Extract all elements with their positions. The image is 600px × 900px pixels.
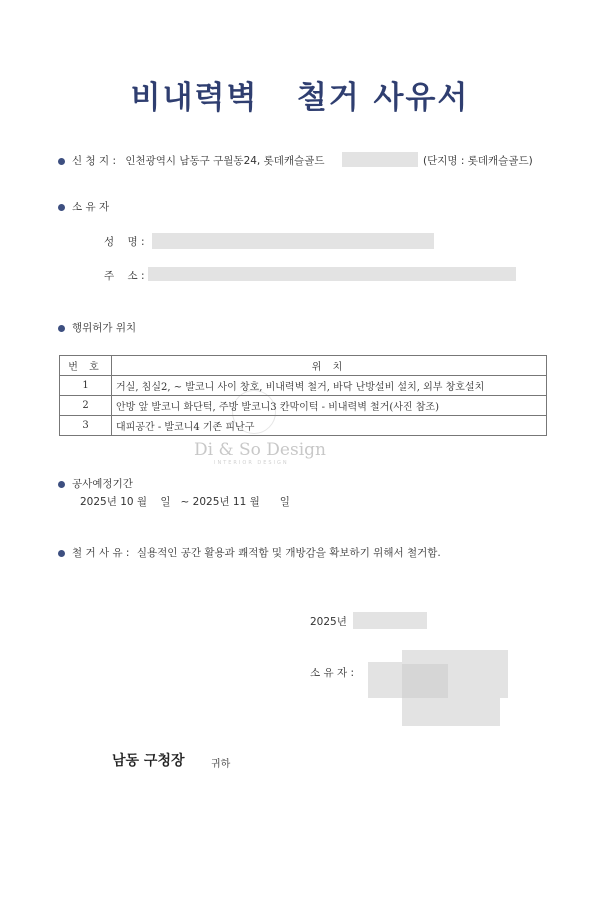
applicant-address: 인천광역시 남동구 구월동24, 롯데캐슬골드 <box>125 155 325 167</box>
row-no: 3 <box>60 416 112 436</box>
reason-text: 실용적인 공간 활용과 쾌적함 및 개방감을 확보하기 위해서 철거함. <box>136 547 441 559</box>
recipient-name: 남동 구청장 <box>112 753 185 769</box>
header-location: 위 치 <box>112 356 547 376</box>
applicant-label: 신 청 지 : <box>72 155 116 167</box>
schedule-label: 공사예정기간 <box>72 478 133 490</box>
signature-owner-label: 소 유 자 : <box>310 667 354 679</box>
reason-row <box>58 545 441 560</box>
reason-label: 철 거 사 유 : <box>72 547 130 559</box>
recipient-suffix: 귀하 <box>211 759 231 770</box>
applicant-row <box>58 153 324 168</box>
watermark-text: Di & So Design <box>194 440 326 460</box>
redacted-date <box>353 612 427 629</box>
document-title: 비내력벽 철거 사유서 <box>130 80 470 116</box>
table-row <box>60 396 547 416</box>
applicant-complex: (단지명 : 롯데캐슬골드) <box>423 155 533 167</box>
schedule-period: 2025년 10 월 일 ~ 2025년 11 월 일 <box>80 496 290 508</box>
owner-heading <box>58 199 109 214</box>
redacted-owner-address <box>148 267 516 281</box>
row-no: 1 <box>60 376 112 396</box>
bullet-icon <box>58 481 65 488</box>
owner-name-label: 성 명 : <box>104 236 145 248</box>
row-location: 거실, 침실2, ~ 발코니 사이 창호, 비내력벽 철거, 바닥 난방설비 설치, 외부 창호설치 <box>112 376 547 396</box>
location-table <box>59 355 547 436</box>
table-row <box>60 416 547 436</box>
bullet-icon <box>58 204 65 211</box>
redacted-signature-core <box>402 664 448 698</box>
redacted-unit <box>342 152 418 167</box>
bullet-icon <box>58 158 65 165</box>
row-location: 대피공간 - 발코니4 기존 피난구 <box>112 416 547 436</box>
watermark-subtext: INTERIOR DESIGN <box>214 460 289 466</box>
table-header-row <box>60 356 547 376</box>
row-no: 2 <box>60 396 112 416</box>
redacted-signature-bottom <box>402 698 500 726</box>
row-location: 안방 앞 발코니 화단턱, 주방 발코니3 칸막이턱 - 비내력벽 철거(사진 참조) <box>112 396 547 416</box>
table-row <box>60 376 547 396</box>
bullet-icon <box>58 325 65 332</box>
owner-address-label: 주 소 : <box>104 270 145 282</box>
redacted-owner-name <box>152 233 434 249</box>
redacted-signature-left <box>368 662 404 698</box>
bullet-icon <box>58 550 65 557</box>
location-label: 행위허가 위치 <box>72 322 137 334</box>
owner-label: 소 유 자 <box>72 201 110 213</box>
header-no: 번 호 <box>60 356 112 376</box>
location-heading <box>58 320 136 335</box>
schedule-heading <box>58 476 133 491</box>
signature-year: 2025년 <box>310 616 347 628</box>
